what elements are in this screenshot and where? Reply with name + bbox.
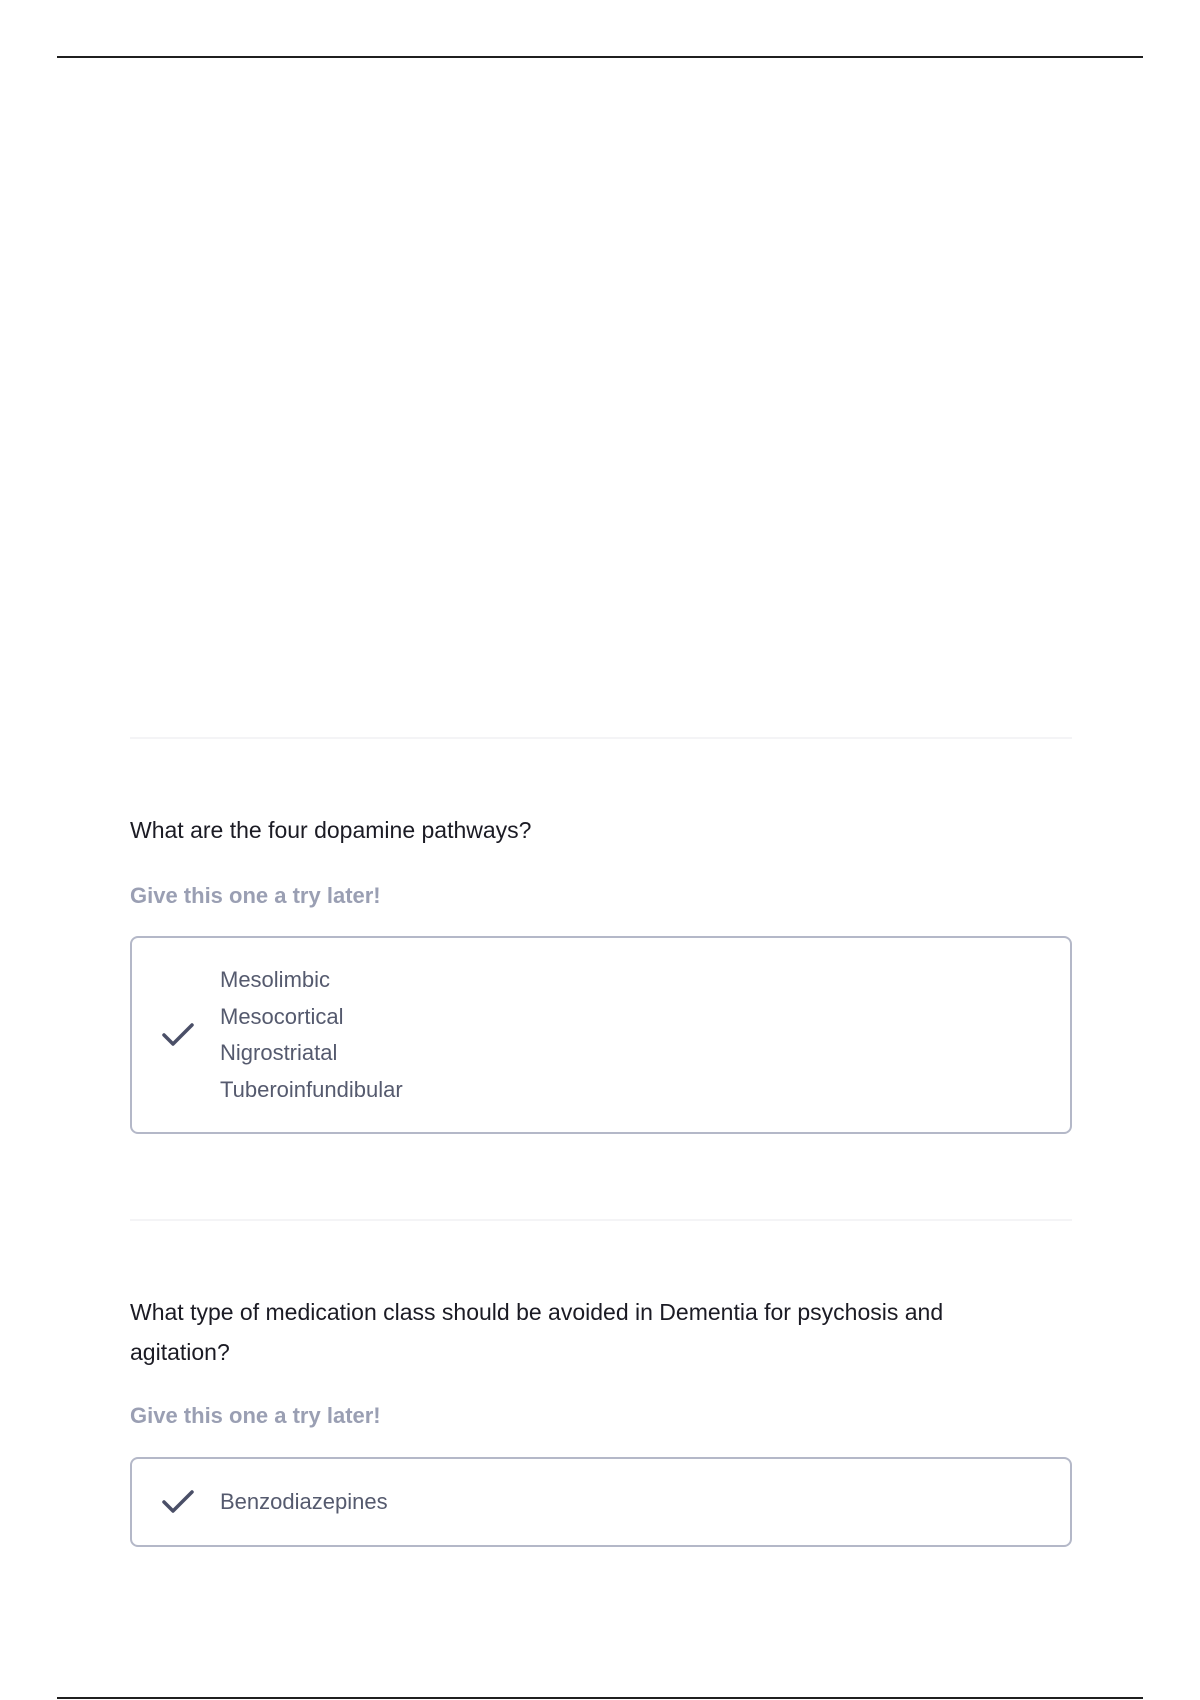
answer-list [220, 1484, 388, 1521]
answer-line: Mesolimbic [220, 967, 331, 992]
flashcard-2 [130, 1292, 1072, 1547]
answer-list [220, 962, 403, 1108]
answer-line: Nigrostriatal [220, 1040, 338, 1065]
question-text: What type of medication class should be avoided in Dementia for psychosis and agitation? [130, 1299, 944, 1365]
page-bottom-rule [57, 1697, 1143, 1699]
answer-line: Benzodiazepines [220, 1488, 388, 1514]
checkmark-icon [160, 1017, 196, 1053]
answer-box[interactable] [130, 1457, 1072, 1547]
try-later-status: Give this one a try later! [130, 883, 381, 908]
try-later-status: Give this one a try later! [130, 1403, 381, 1428]
page-top-rule [57, 56, 1143, 58]
question-text: What are the four dopamine pathways? [130, 817, 532, 843]
answer-line: Tuberoinfundibular [220, 1076, 403, 1102]
card-separator [130, 737, 1072, 739]
answer-line: Mesocortical [220, 1003, 344, 1029]
answer-box[interactable] [130, 936, 1072, 1134]
card-separator [130, 1219, 1072, 1221]
checkmark-icon [160, 1484, 196, 1520]
flashcard-1 [130, 810, 1072, 1134]
